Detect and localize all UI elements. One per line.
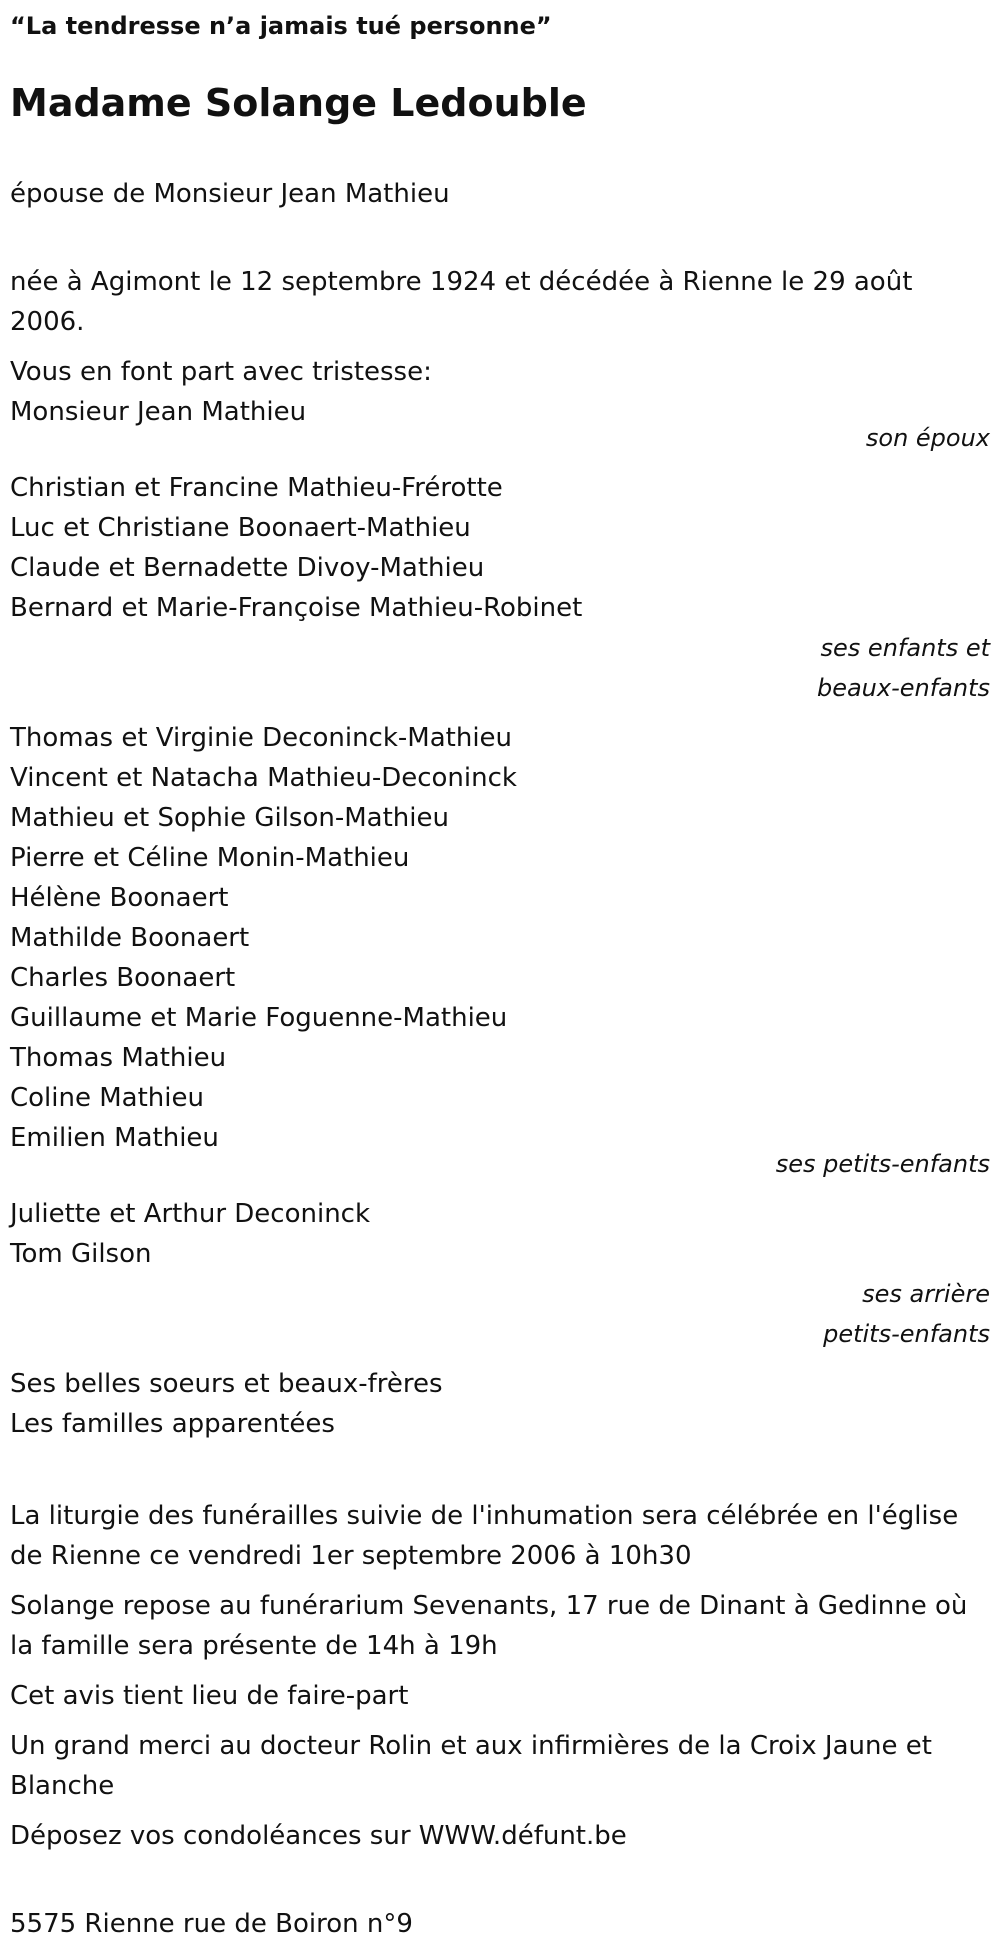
- family-member: Tom Gilson: [10, 1239, 152, 1269]
- family-member: Luc et Christiane Boonaert-Mathieu: [10, 513, 471, 543]
- rest-place-text: Solange repose au funérarium Sevenants, 17 rue de Dinant à Gedinne où la famille sera présente de 14h à 19h: [10, 1591, 968, 1661]
- family-member: Emilien Mathieu: [10, 1123, 219, 1153]
- spouse-line: épouse de Monsieur Jean Mathieu: [10, 179, 450, 209]
- thanks-text: Un grand merci au docteur Rolin et aux infirmières de la Croix Jaune et Blanche: [10, 1731, 932, 1801]
- other-family: [10, 1364, 990, 1444]
- family-group-children: [10, 468, 990, 708]
- family-member: Thomas et Virginie Deconinck-Mathieu: [10, 723, 513, 753]
- family-member: Juliette et Arthur Deconinck: [10, 1199, 371, 1229]
- family-role: [10, 628, 990, 708]
- role-label: ses petits-enfants: [775, 1150, 990, 1178]
- family-member: Coline Mathieu: [10, 1083, 204, 1113]
- family-role: [10, 1274, 990, 1354]
- role-label: ses arrière petits-enfants: [823, 1280, 990, 1348]
- liturgy-text: La liturgie des funérailles suivie de l'inhumation sera célébrée en l'église de Rienne ce vendredi 1er septembre 2006 à 10h30: [10, 1501, 959, 1571]
- address-text: 5575 Rienne rue de Boiron n°9: [10, 1909, 413, 1939]
- family-member: Hélène Boonaert: [10, 883, 229, 913]
- family-member: Pierre et Céline Monin-Mathieu: [10, 843, 410, 873]
- notice-text: Cet avis tient lieu de faire-part: [10, 1681, 409, 1711]
- family-member: Thomas Mathieu: [10, 1043, 227, 1073]
- role-label: son époux: [865, 424, 990, 452]
- family-group-grandchildren: [10, 718, 990, 1184]
- family-member: Mathilde Boonaert: [10, 923, 250, 953]
- family-member: Vincent et Natacha Mathieu-Deconinck: [10, 763, 517, 793]
- family-member: Claude et Bernadette Divoy-Mathieu: [10, 553, 485, 583]
- announce-intro: Vous en font part avec tristesse:: [10, 357, 432, 387]
- family-member: Monsieur Jean Mathieu: [10, 397, 307, 427]
- role-label: ses enfants et beaux-enfants: [816, 634, 990, 702]
- family-member: Charles Boonaert: [10, 963, 236, 993]
- family-member: Ses belles soeurs et beaux-frères: [10, 1369, 443, 1399]
- family-member: Christian et Francine Mathieu-Frérotte: [10, 473, 503, 503]
- family-member: Guillaume et Marie Foguenne-Mathieu: [10, 1003, 508, 1033]
- family-member: Bernard et Marie-Françoise Mathieu-Robinet: [10, 593, 583, 623]
- quote-heading: “La tendresse n’a jamais tué personne”: [10, 12, 552, 40]
- family-group-great-grandchildren: [10, 1194, 990, 1354]
- family-member: Les familles apparentées: [10, 1409, 335, 1439]
- family-group-spouse: [10, 392, 990, 458]
- birth-death-line: née à Agimont le 12 septembre 1924 et décédée à Rienne le 29 août 2006.: [10, 267, 913, 337]
- family-member: Mathieu et Sophie Gilson-Mathieu: [10, 803, 449, 833]
- deceased-name: Madame Solange Ledouble: [10, 81, 587, 125]
- condolences-text: Déposez vos condoléances sur WWW.défunt.be: [10, 1821, 627, 1851]
